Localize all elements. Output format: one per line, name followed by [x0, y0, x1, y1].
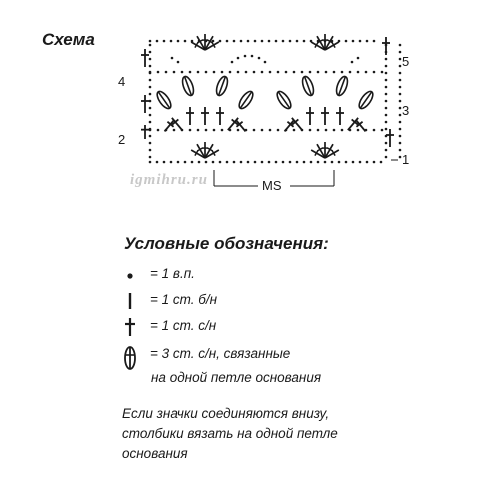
chain-stitch-dot	[385, 100, 388, 103]
chain-stitch-dot	[268, 40, 271, 43]
chain-stitch-dot	[373, 129, 376, 132]
chain-stitch-dot	[385, 121, 388, 124]
single-crochet-bar-icon	[120, 290, 142, 312]
chain-stitch-dot	[177, 161, 180, 164]
chain-stitch-dot	[338, 40, 341, 43]
chain-stitch-dot	[310, 40, 313, 43]
chain-stitch-dot	[289, 161, 292, 164]
chain-stitch-dot	[325, 129, 328, 132]
chain-stitch-dot	[385, 58, 388, 61]
chain-stitch-dot	[399, 149, 402, 152]
row-number-5: 5	[402, 54, 410, 69]
chain-stitch-dot	[366, 40, 369, 43]
double-crochet-cross-icon	[120, 316, 142, 338]
chain-stitch-dot	[212, 161, 215, 164]
chain-stitch-dot	[352, 40, 355, 43]
chain-stitch-dot	[373, 71, 376, 74]
chain-stitch-dot	[149, 86, 152, 89]
chain-stitch-dot	[385, 128, 388, 131]
legend-item-label-line2: на одной петле основания	[151, 370, 322, 385]
chain-stitch-dot	[269, 71, 272, 74]
chain-stitch-dot	[285, 129, 288, 132]
chain-stitch-dot	[317, 71, 320, 74]
chain-stitch-dot	[399, 142, 402, 145]
chain-stitch-dot	[385, 135, 388, 138]
chain-stitch-dot	[317, 161, 320, 164]
chain-stitch-dot	[399, 58, 402, 61]
chain-stitch-dot	[221, 129, 224, 132]
chain-stitch-dot	[366, 161, 369, 164]
chain-stitch-dot	[173, 129, 176, 132]
chain-stitch-dot	[163, 40, 166, 43]
chain-stitch-dot	[219, 161, 222, 164]
row-number-3: 3	[402, 103, 410, 118]
chain-stitch-dot	[345, 161, 348, 164]
cluster-mark	[357, 89, 376, 111]
chain-stitch-dot	[245, 129, 248, 132]
chain-stitch-dot	[275, 40, 278, 43]
chain-stitch-dot	[385, 51, 388, 54]
chain-stitch-dot	[240, 40, 243, 43]
chain-stitch-dot	[247, 161, 250, 164]
chain-stitch-dot	[253, 71, 256, 74]
chain-stitch-dot	[399, 93, 402, 96]
chain-stitch-dot	[261, 71, 264, 74]
chain-stitch-dot	[219, 40, 222, 43]
chain-stitch-dot	[399, 135, 402, 138]
chain-stitch-dot	[282, 161, 285, 164]
chain-stitch-dot	[349, 71, 352, 74]
chain-stitch-dot	[245, 71, 248, 74]
chain-stitch-dot	[359, 161, 362, 164]
chain-stitch-dot	[324, 161, 327, 164]
chain-stitch-dot	[191, 40, 194, 43]
chain-stitch-dot	[156, 161, 159, 164]
chain-stitch-dot	[385, 107, 388, 110]
chain-stitch-dot	[170, 40, 173, 43]
chain-stitch-dot	[285, 71, 288, 74]
chain-stitch-dot	[149, 161, 152, 164]
chain-stitch-dot	[385, 79, 388, 82]
chain-stitch-dot	[324, 40, 327, 43]
chain-stitch-dot	[385, 86, 388, 89]
chain-stitch-dot	[357, 71, 360, 74]
chain-stitch-dot	[381, 71, 384, 74]
chain-stitch-dot	[399, 51, 402, 54]
chain-stitch-dot	[317, 129, 320, 132]
chain-stitch-dot	[181, 71, 184, 74]
chain-stitch-dot	[385, 93, 388, 96]
double-crochet-mark	[336, 107, 344, 125]
chain-stitch-dot	[269, 129, 272, 132]
chain-stitch-dot	[385, 44, 388, 47]
chain-stitch-dot	[381, 129, 384, 132]
chain-stitch-dot	[233, 40, 236, 43]
chain-stitch-dot	[399, 72, 402, 75]
chain-stitch-dot	[261, 161, 264, 164]
chain-stitch-dot	[261, 129, 264, 132]
chain-stitch-dot	[341, 71, 344, 74]
chain-stitch-dot	[277, 129, 280, 132]
chain-stitch-dot	[385, 149, 388, 152]
chain-stitch-dot	[251, 55, 254, 58]
chain-stitch-dot	[268, 161, 271, 164]
chain-stitch-dot	[359, 40, 362, 43]
chain-stitch-dot	[226, 40, 229, 43]
legend-item-label: = 1 в.п.	[150, 266, 195, 281]
chain-stitch-dot	[399, 107, 402, 110]
chart-title: Схема	[42, 30, 95, 49]
chain-stitch-dot	[365, 129, 368, 132]
double-crochet-mark	[306, 107, 314, 125]
cluster-mark	[334, 75, 349, 97]
chain-stitch-dot	[303, 161, 306, 164]
legend-title: Условные обозначения:	[124, 234, 329, 253]
chain-stitch-dot	[163, 161, 166, 164]
chain-stitch-dot	[399, 65, 402, 68]
chain-stitch-dot	[149, 65, 152, 68]
note-line: Если значки соединяются внизу,	[122, 406, 330, 421]
double-crochet-mark	[186, 107, 194, 125]
chain-stitch-dot	[213, 129, 216, 132]
row-number-2: 2	[118, 132, 126, 147]
chain-stitch-dot	[325, 71, 328, 74]
note-line: основания	[122, 446, 188, 461]
chain-stitch-dot	[229, 71, 232, 74]
chain-stitch-dot	[365, 71, 368, 74]
double-crochet-mark	[321, 107, 329, 125]
chain-stitch-dot	[385, 114, 388, 117]
chain-stitch-dot	[165, 129, 168, 132]
chain-stitch-dot	[303, 40, 306, 43]
chain-stitch-dot	[309, 129, 312, 132]
chain-stitch-dot	[338, 161, 341, 164]
chain-stitch-dot	[385, 142, 388, 145]
chain-stitch-dot	[277, 71, 280, 74]
cluster-mark	[180, 75, 195, 97]
chain-stitch-dot	[331, 161, 334, 164]
chain-stitch-dot	[149, 58, 152, 61]
chain-stitch-dot	[351, 61, 354, 64]
chain-stitch-dot	[333, 71, 336, 74]
chain-stitch-dot	[301, 129, 304, 132]
double-crochet-mark	[216, 107, 224, 125]
cluster-3dc-oval-icon	[120, 344, 142, 372]
chain-stitch-dot	[149, 40, 152, 43]
chain-stitch-dot	[237, 129, 240, 132]
chain-stitch-dot	[149, 128, 152, 131]
chain-stitch-dot	[213, 71, 216, 74]
chain-stitch-dot	[177, 61, 180, 64]
legend-item-label: = 3 ст. с/н, связанные	[150, 346, 291, 361]
chain-stitch-dot	[191, 161, 194, 164]
chain-stitch-dot	[149, 107, 152, 110]
chain-stitch-dot	[345, 40, 348, 43]
chain-stitch-dot	[385, 156, 388, 159]
chain-stitch-dot	[198, 40, 201, 43]
chain-stitch-dot	[399, 79, 402, 82]
note-line: столбики вязать на одной петле	[122, 426, 338, 441]
chain-stitch-dot	[184, 40, 187, 43]
chain-stitch-dot	[149, 93, 152, 96]
chain-stitch-dot	[385, 65, 388, 68]
chain-stitch-dot	[373, 161, 376, 164]
chain-stitch-dot	[310, 161, 313, 164]
legend-item-label: = 1 ст. с/н	[150, 318, 217, 333]
chain-stitch-dot	[181, 129, 184, 132]
chain-stitch-dot	[149, 114, 152, 117]
chain-stitch-dot	[261, 40, 264, 43]
cluster-mark	[275, 89, 294, 111]
crochet-diagram	[0, 0, 479, 200]
chain-stitch-dot	[149, 156, 152, 159]
chain-stitch-dot	[149, 72, 152, 75]
chain-stitch-dot	[157, 71, 160, 74]
chain-stitch-dot	[197, 129, 200, 132]
chain-stitch-dot	[399, 44, 402, 47]
chain-stitch-dot	[149, 142, 152, 145]
double-crochet-mark	[141, 95, 149, 113]
chain-stitch-dot	[189, 71, 192, 74]
chain-stitch-dot	[399, 100, 402, 103]
repeat-label: MS	[262, 178, 282, 193]
chain-stitch-dot	[399, 128, 402, 131]
chain-stitch-dot	[221, 71, 224, 74]
chain-stitch-dot	[399, 156, 402, 159]
chain-stitch-dot	[380, 161, 383, 164]
chain-stitch-dot	[149, 100, 152, 103]
chain-stitch-dot	[352, 161, 355, 164]
row-number-1: 1	[402, 152, 410, 167]
row-number-4: 4	[118, 74, 126, 89]
chain-stitch-dot	[197, 71, 200, 74]
chain-stitch-dot	[205, 40, 208, 43]
watermark-text: igmihru.ru	[130, 172, 208, 188]
double-crochet-mark	[386, 129, 394, 147]
diagram-marks	[141, 34, 401, 186]
double-crochet-mark	[141, 49, 149, 67]
chain-stitch-dot	[205, 71, 208, 74]
chain-stitch-dot	[173, 71, 176, 74]
chain-stitch-dot	[156, 40, 159, 43]
chain-stitch-dot	[233, 161, 236, 164]
chain-stitch-dot	[373, 40, 376, 43]
double-crochet-mark	[141, 125, 149, 139]
chain-stitch-dot	[399, 121, 402, 124]
chain-stitch-dot	[385, 72, 388, 75]
chain-stitch-dot	[349, 129, 352, 132]
chain-stitch-dot	[293, 71, 296, 74]
chain-stitch-dot	[331, 40, 334, 43]
chain-stitch-dot	[275, 161, 278, 164]
cluster-mark	[237, 89, 256, 111]
chain-stitch-dot	[149, 121, 152, 124]
chain-stitch-dot	[177, 40, 180, 43]
chain-stitch-dot	[198, 161, 201, 164]
chain-stitch-dot	[293, 129, 296, 132]
chain-stitch-dot	[254, 40, 257, 43]
chain-stitch-dot	[399, 86, 402, 89]
chain-stitch-dot	[189, 129, 192, 132]
chain-stitch-dot	[231, 61, 234, 64]
chain-stitch-dot	[264, 61, 267, 64]
chain-stitch-dot	[357, 57, 360, 60]
chain-stitch-dot	[229, 129, 232, 132]
chain-stitch-dot	[157, 129, 160, 132]
chain-stitch-dot	[205, 129, 208, 132]
chain-stitch-dot	[357, 129, 360, 132]
chain-stitch-dot	[341, 129, 344, 132]
chain-stitch-dot	[317, 40, 320, 43]
chain-stitch-dot	[237, 57, 240, 60]
legend-item-label: = 1 ст. б/н	[150, 292, 218, 307]
chain-stitch-dot	[247, 40, 250, 43]
chain-stitch-dot	[149, 79, 152, 82]
chain-stitch-dot	[399, 114, 402, 117]
chain-stitch-dot	[212, 40, 215, 43]
chain-stitch-dot	[309, 71, 312, 74]
cluster-mark	[300, 75, 315, 97]
chain-stitch-dot	[226, 161, 229, 164]
cluster-mark	[155, 89, 174, 111]
chain-stitch-dot	[149, 149, 152, 152]
chain-stitch-dot	[282, 40, 285, 43]
note-text	[122, 404, 338, 464]
chain-stitch-dot	[205, 161, 208, 164]
chain-stitch-dot	[171, 57, 174, 60]
chain-stitch-dot	[258, 57, 261, 60]
chain-stitch-dot	[289, 40, 292, 43]
double-crochet-mark	[201, 107, 209, 125]
chain-stitch-dot	[244, 55, 247, 58]
chain-stitch-dot	[165, 71, 168, 74]
chain-stitch-dot	[149, 44, 152, 47]
chain-stitch-dot	[333, 129, 336, 132]
chain-stitch-dot	[149, 51, 152, 54]
chain-stitch-dot	[237, 71, 240, 74]
chain-stitch-dot	[253, 129, 256, 132]
chain-stitch-dot-icon	[120, 264, 142, 286]
chain-stitch-dot	[296, 40, 299, 43]
cluster-mark	[214, 75, 229, 97]
chain-stitch-dot	[240, 161, 243, 164]
chain-stitch-dot	[170, 161, 173, 164]
chain-stitch-dot	[254, 161, 257, 164]
chain-stitch-dot	[296, 161, 299, 164]
chain-stitch-dot	[184, 161, 187, 164]
chain-stitch-dot	[301, 71, 304, 74]
chain-stitch-dot	[149, 135, 152, 138]
